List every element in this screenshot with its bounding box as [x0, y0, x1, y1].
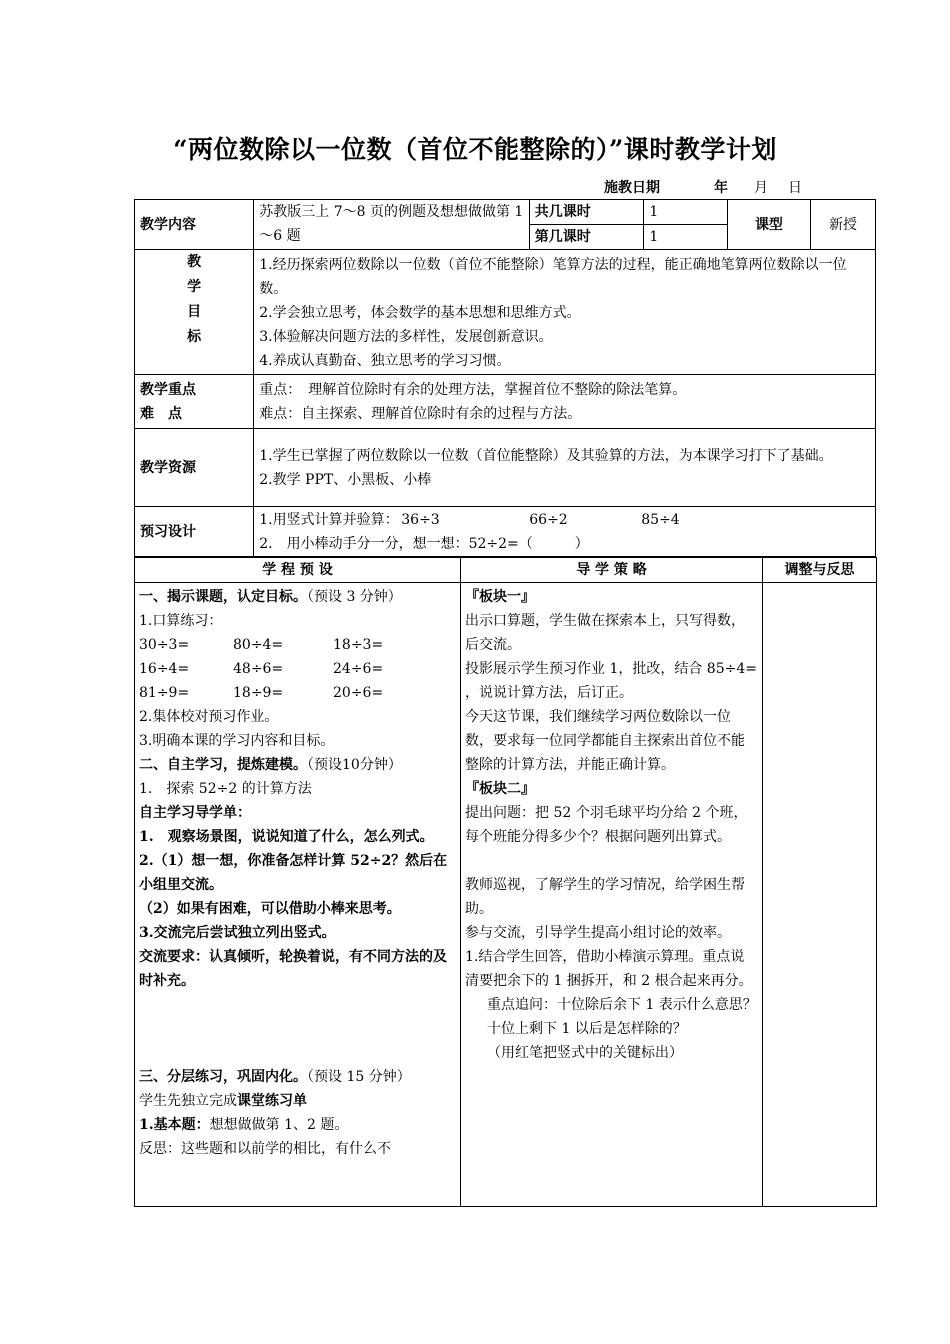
strategy-paragraph: 今天这节课，我们继续学习两位数除以一位数，要求每一位同学都能自主探索出首位不能整除的计算方法，并能正确计算。 [465, 709, 745, 773]
section-1-title: 一、揭示课题，认定目标。 [139, 589, 307, 605]
date-month: 月 [754, 180, 768, 196]
strategy-paragraph: 参与交流，引导学生提高小组讨论的效率。 [465, 925, 731, 941]
page-title: “两位数除以一位数（首位不能整除的）”课时教学计划 [173, 135, 777, 164]
objectives-label-char: 教 [187, 254, 202, 270]
column-header-strategy: 导 学 策 略 [461, 558, 763, 583]
preview-item: 66÷2 [529, 511, 568, 528]
section-2-heading [139, 753, 456, 777]
calc-item: 16÷4= [139, 661, 190, 677]
strategy-paragraph: 重点追问：十位除后余下 1 表示什么意思？十位上剩下 1 以后是怎样除的？ [487, 997, 757, 1037]
objectives-content [254, 250, 876, 375]
preview-line-2: 2. 用小棒动手分一分，想一想：52÷2=（ ） [259, 535, 589, 552]
preview-label: 预习设计 [135, 507, 254, 557]
key-point: 重点： 理解首位除时有余的处理方法，掌握首位不整除的除法笔算。 [259, 381, 687, 398]
strategy-paragraph: 出示口算题，学生做在探索本上，只写得数，后交流。 [465, 613, 745, 653]
guide-item: 2.（1）想一想，你准备怎样计算 52÷2？然后在小组里交流。 [139, 853, 448, 893]
objectives-label-char: 学 [187, 279, 202, 295]
calc-item: 48÷6= [233, 661, 284, 677]
date-line [604, 177, 802, 197]
preview-line-1 [259, 508, 870, 532]
lesson-process-table [134, 557, 877, 1207]
date-day: 日 [788, 180, 802, 196]
block-2-title: 『板块二』 [465, 781, 535, 797]
block-1-title: 『板块一』 [465, 589, 535, 605]
objective-item: 1.经历探索两位数除以一位数（首位不能整除）笔算方法的过程，能正确地笔算两位数除以一位数。 [259, 257, 847, 297]
resources-label: 教学资源 [135, 429, 254, 507]
basic-label: 1.基本题： [139, 1117, 210, 1133]
guide-title: 自主学习导学单： [139, 805, 251, 821]
difficult-point: 难点：自主探索、理解首位除时有余的过程与方法。 [259, 405, 582, 422]
strategy-paragraph: 教师巡视，了解学生的学习情况，给学困生帮助。 [465, 877, 745, 917]
preview-item: 36÷3 [401, 511, 440, 528]
section-2-title: 二、自主学习，提炼建模。 [139, 757, 307, 773]
strategy-column [461, 583, 763, 1207]
total-lessons-value: 1 [644, 200, 727, 225]
resources-content [254, 429, 876, 507]
guide-item: 交流要求：认真倾听，轮换着说，有不同方法的及时补充。 [139, 949, 447, 989]
calc-item: 80÷4= [233, 637, 284, 653]
plan-line-prefix: 学生先独立完成 [139, 1093, 237, 1109]
strategy-paragraph: （用红笔把竖式中的关键标出） [487, 1045, 683, 1061]
content-text: 苏教版三上 7～8 页的例题及想想做做第 1～6 题 [254, 200, 530, 250]
keypoints-label-2: 难 点 [140, 405, 182, 422]
objective-item: 2.学会独立思考，体会数学的基本思想和思维方式。 [259, 305, 581, 321]
objective-item: 4.养成认真勤奋、独立思考的学习习惯。 [259, 353, 511, 369]
strategy-paragraph: 投影展示学生预习作业 1，批改，结合 85÷4= ，说说计算方法，后订正。 [465, 661, 757, 701]
type-value: 新授 [811, 200, 876, 250]
section-3-time: （预设 15 分钟） [307, 1069, 411, 1085]
guide-item: （2）如果有困难，可以借助小棒来思考。 [139, 901, 401, 917]
lesson-no-value: 1 [644, 225, 727, 250]
calc-row [139, 633, 456, 657]
plan-line: 2.集体校对预习作业。 [139, 709, 279, 725]
calc-item: 81÷9= [139, 685, 190, 701]
column-header-plan: 学 程 预 设 [135, 558, 461, 583]
section-1-heading [139, 585, 456, 609]
section-3-title: 三、分层练习，巩固内化。 [139, 1069, 307, 1085]
calc-item: 24÷6= [333, 661, 384, 677]
objectives-label [135, 250, 254, 375]
objective-item: 3.体验解决问题方法的多样性，发展创新意识。 [259, 329, 553, 345]
spacer [465, 849, 758, 873]
calc-row [139, 657, 456, 681]
plan-line: 1. 探索 52÷2 的计算方法 [139, 781, 312, 797]
plan-column [135, 583, 461, 1207]
guide-item: 1. 观察场景图，说说知道了什么，怎么列式。 [139, 829, 434, 845]
preview-item: 85÷4 [641, 511, 680, 528]
type-label: 课型 [727, 200, 810, 250]
calc-item: 18÷9= [233, 685, 284, 701]
calc-item: 18÷3= [333, 637, 384, 653]
section-2-time: （预设10分钟） [307, 757, 402, 773]
resource-item: 2.教学 PPT、小黑板、小棒 [259, 471, 432, 488]
strategy-paragraph: 1.结合学生回答，借助小棒演示算理。重点说清要把余下的 1 捆拆开，和 2 根合起来再分。 [465, 949, 753, 989]
calc-item: 30÷3= [139, 637, 190, 653]
keypoints-label-1: 教学重点 [140, 381, 196, 398]
objectives-label-char: 目 [187, 304, 202, 320]
guide-item: 3.交流完后尝试独立列出竖式。 [139, 925, 336, 941]
date-label: 施教日期 [604, 180, 660, 196]
preview-content [254, 507, 876, 557]
preview-prefix: 1.用竖式计算并验算： [259, 511, 399, 528]
calc-row [139, 681, 456, 705]
calc-item: 20÷6= [333, 685, 384, 701]
oral-practice-label: 1.口算练习： [139, 613, 223, 629]
basic-text: 想想做做第 1、2 题。 [209, 1117, 349, 1133]
resource-item: 1.学生已掌握了两位数除以一位数（首位能整除）及其验算的方法，为本课学习打下了基础。 [259, 447, 833, 464]
content-label: 教学内容 [135, 200, 254, 250]
total-lessons-label: 共几课时 [529, 200, 644, 225]
objectives-label-char: 标 [187, 329, 202, 345]
plan-line [139, 1089, 456, 1113]
lesson-no-label: 第几课时 [529, 225, 644, 250]
plan-line: 反思：这些题和以前学的相比，有什么不 [139, 1141, 391, 1157]
reflection-column [763, 583, 877, 1207]
lesson-info-table [134, 199, 876, 557]
section-3-heading [139, 1065, 456, 1089]
plan-line: 3.明确本课的学习内容和目标。 [139, 733, 335, 749]
practice-sheet: 课堂练习单 [237, 1093, 307, 1109]
spacer [139, 993, 456, 1065]
column-header-reflection: 调整与反思 [763, 558, 877, 583]
date-year: 年 [714, 180, 728, 196]
section-1-time: （预设 3 分钟） [307, 589, 402, 605]
plan-line [139, 1113, 456, 1137]
keypoints-label [135, 375, 254, 429]
keypoints-content [254, 375, 876, 429]
strategy-paragraph: 提出问题：把 52 个羽毛球平均分给 2 个班，每个班能分得多少个？根据问题列出算式。 [465, 805, 748, 845]
